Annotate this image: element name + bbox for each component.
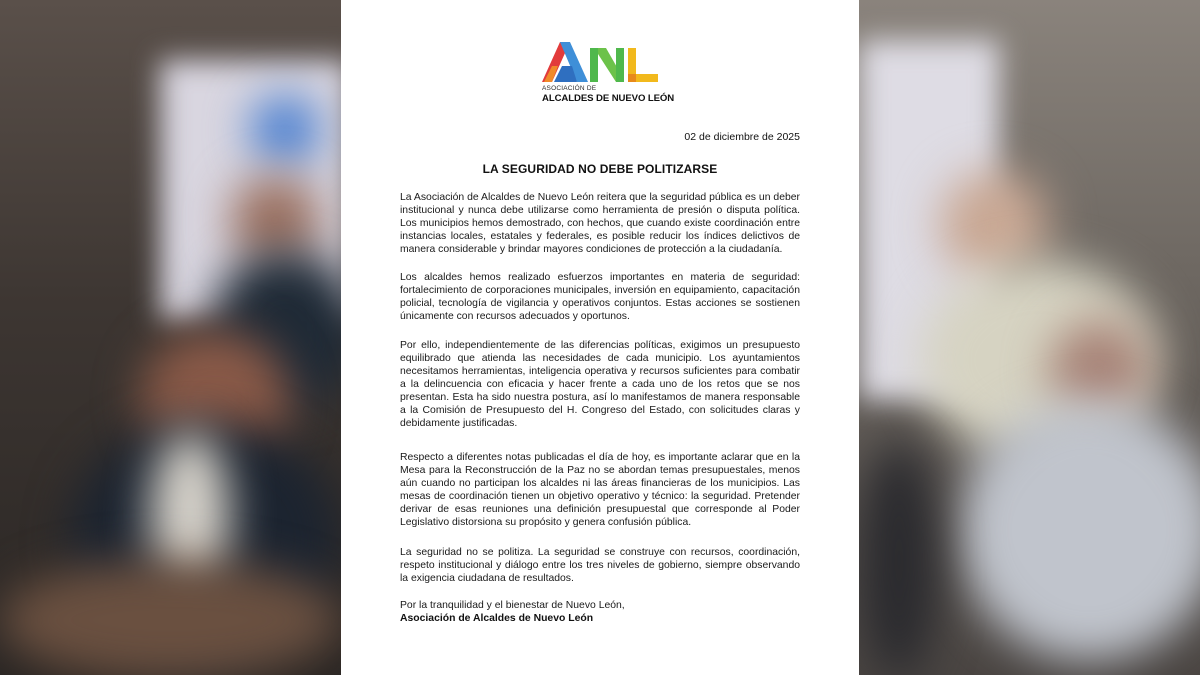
blurred-photo-left <box>0 0 341 675</box>
statement-date: 02 de diciembre de 2025 <box>684 131 800 143</box>
logo-caption-name: ALCALDES DE NUEVO LEÓN <box>542 93 675 104</box>
closing-line: Por la tranquilidad y el bienestar de Nuevo León, <box>400 600 625 611</box>
statement-paragraph: Por ello, independientemente de las diferencias políticas, exigimos un presupuesto equilibrado que atienda las necesidades de cada municipio. Los ayuntamientos necesitamos herramientas, inteligencia operativa y recursos suficientes para combatir a la delincuencia con eficacia y hacer frente a cada uno de los retos que se nos presentan. Esta ha sido nuestra postura, así lo manifestamos de manera responsable a la Comisión de Presupuesto del H. Congreso del Estado, con solicitudes claras y debidamente justificadas. <box>400 340 800 429</box>
anl-logo-mark <box>540 36 670 84</box>
statement-title: LA SEGURIDAD NO DEBE POLITIZARSE <box>482 162 718 176</box>
statement-paragraph: La Asociación de Alcaldes de Nuevo León reitera que la seguridad pública es un deber institucional y nunca debe utilizarse como herramienta de presión o disputa política. Los municipios hemos demostrado, con hechos, que cuando existe coordinación entre instancias locales, estatales y federales, es posible reducir los índices delictivos de manera considerable y brindar mayores condiciones de protección a la ciudadanía. <box>400 192 800 255</box>
logo-caption-small: ASOCIACIÓN DE <box>542 85 597 92</box>
press-statement-page <box>341 0 859 675</box>
statement-paragraph: Respecto a diferentes notas publicadas el día de hoy, es importante aclarar que en la Mesa para la Reconstrucción de la Paz no se abordan temas presupuestales, menos aún cuando no participan los alcaldes ni las áreas financieras de los municipios. Las mesas de coordinación tienen un objetivo operativo y técnico: la seguridad. Pretender derivar de esas reuniones una definición presupuestal que corresponde al Poder Legislativo distorsiona su propósito y genera confusión pública. <box>400 452 800 528</box>
signature: Asociación de Alcaldes de Nuevo León <box>400 613 594 624</box>
anl-logo <box>540 36 675 108</box>
statement-paragraph: La seguridad no se politiza. La seguridad se construye con recursos, coordinación, respeto institucional y diálogo entre los tres niveles de gobierno, siempre observando la exigencia ciudadana de resultados. <box>400 547 800 584</box>
blurred-photo-right <box>859 0 1200 675</box>
statement-paragraph: Los alcaldes hemos realizado esfuerzos importantes en materia de seguridad: fortalecimiento de corporaciones municipales, inversión en equipamiento, capacitación policial, tecnología de vigilancia y operativos conjuntos. Estas acciones se sostienen únicamente con recursos adecuados y oportunos. <box>400 272 800 322</box>
